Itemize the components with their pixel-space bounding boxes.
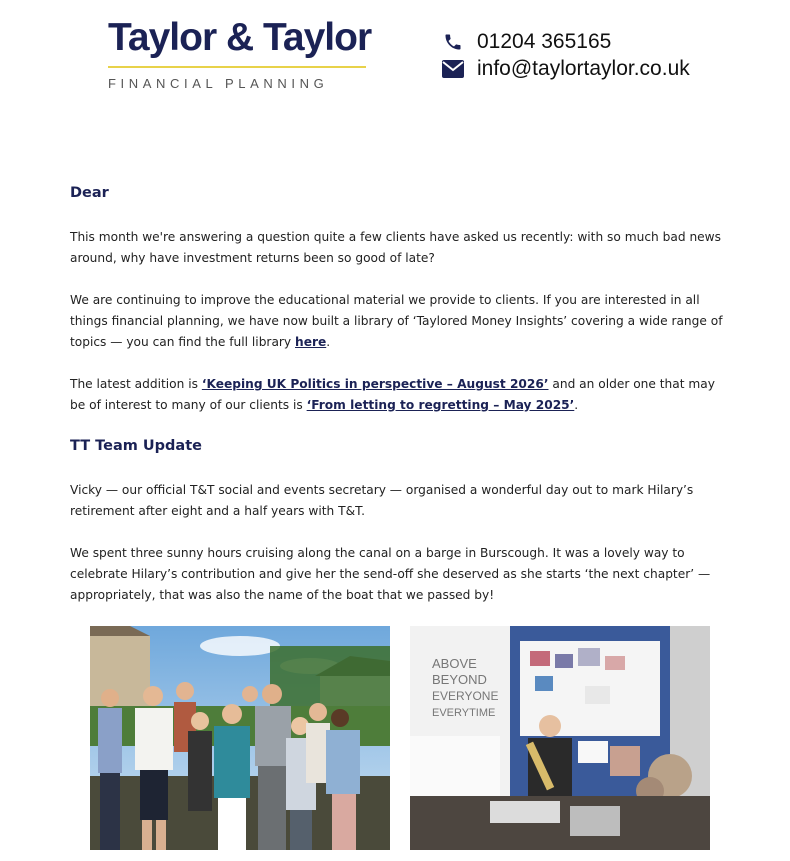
phone-icon bbox=[442, 31, 464, 53]
contact-phone[interactable] bbox=[442, 30, 611, 54]
contact-email[interactable] bbox=[442, 57, 690, 81]
phone-number[interactable]: 01204 365165 bbox=[477, 30, 612, 53]
letting-article-link[interactable]: ‘From letting to regretting – May 2025’ bbox=[306, 398, 575, 412]
paragraph-latest-mid: and an older one that may be of interest to many of our clients is bbox=[70, 377, 715, 412]
paragraph-latest-end: . bbox=[574, 398, 579, 412]
team-canal-photo bbox=[90, 626, 390, 850]
paragraph-canal: We spent three sunny hours cruising along the canal on a barge in Burscough. It was a lovely way to celebrate Hilary’s contribution and give her the send-off she deserved as she starts ‘the next chapter’ — appropriately, that was also the name of the boat that we passed by! bbox=[70, 546, 711, 602]
office-retirement-photo bbox=[410, 626, 710, 850]
logo-divider bbox=[108, 66, 366, 68]
paragraph-library-end: . bbox=[326, 335, 331, 349]
wall-text-4: EVERYTIME bbox=[432, 707, 496, 719]
email-address[interactable]: info@taylortaylor.co.uk bbox=[477, 57, 690, 80]
greeting: Dear bbox=[70, 185, 109, 201]
logo-wordmark: Taylor & Taylor bbox=[108, 16, 372, 59]
politics-article-link[interactable]: ‘Keeping UK Politics in perspective – August 2026’ bbox=[201, 377, 549, 391]
team-update-heading: TT Team Update bbox=[70, 438, 202, 454]
paragraph-latest-text: The latest addition is bbox=[70, 377, 202, 391]
logo-tagline: FINANCIAL PLANNING bbox=[108, 76, 329, 91]
paragraph-library-text: We are continuing to improve the educational material we provide to clients. If you are interested in all things financial planning, we have now built a library of ‘Taylored Money Insights’ covering a wide range of topics — you can find the full library bbox=[70, 293, 723, 349]
wall-text-3: EVERYONE bbox=[432, 689, 499, 703]
paragraph-latest bbox=[70, 374, 725, 416]
logo bbox=[108, 16, 372, 91]
wall-text-2: BEYOND bbox=[432, 672, 487, 687]
wall-text-1: ABOVE bbox=[432, 656, 477, 671]
paragraph-library bbox=[70, 290, 725, 353]
library-link[interactable]: here bbox=[295, 335, 327, 349]
envelope-icon bbox=[442, 58, 464, 80]
paragraph-vicky: Vicky — our official T&T social and events secretary — organised a wonderful day out to mark Hilary’s retirement after eight and a half years with T&T. bbox=[70, 483, 694, 518]
paragraph-intro: This month we're answering a question quite a few clients have asked us recently: with so much bad news around, why have investment returns been so good of late? bbox=[70, 230, 721, 265]
